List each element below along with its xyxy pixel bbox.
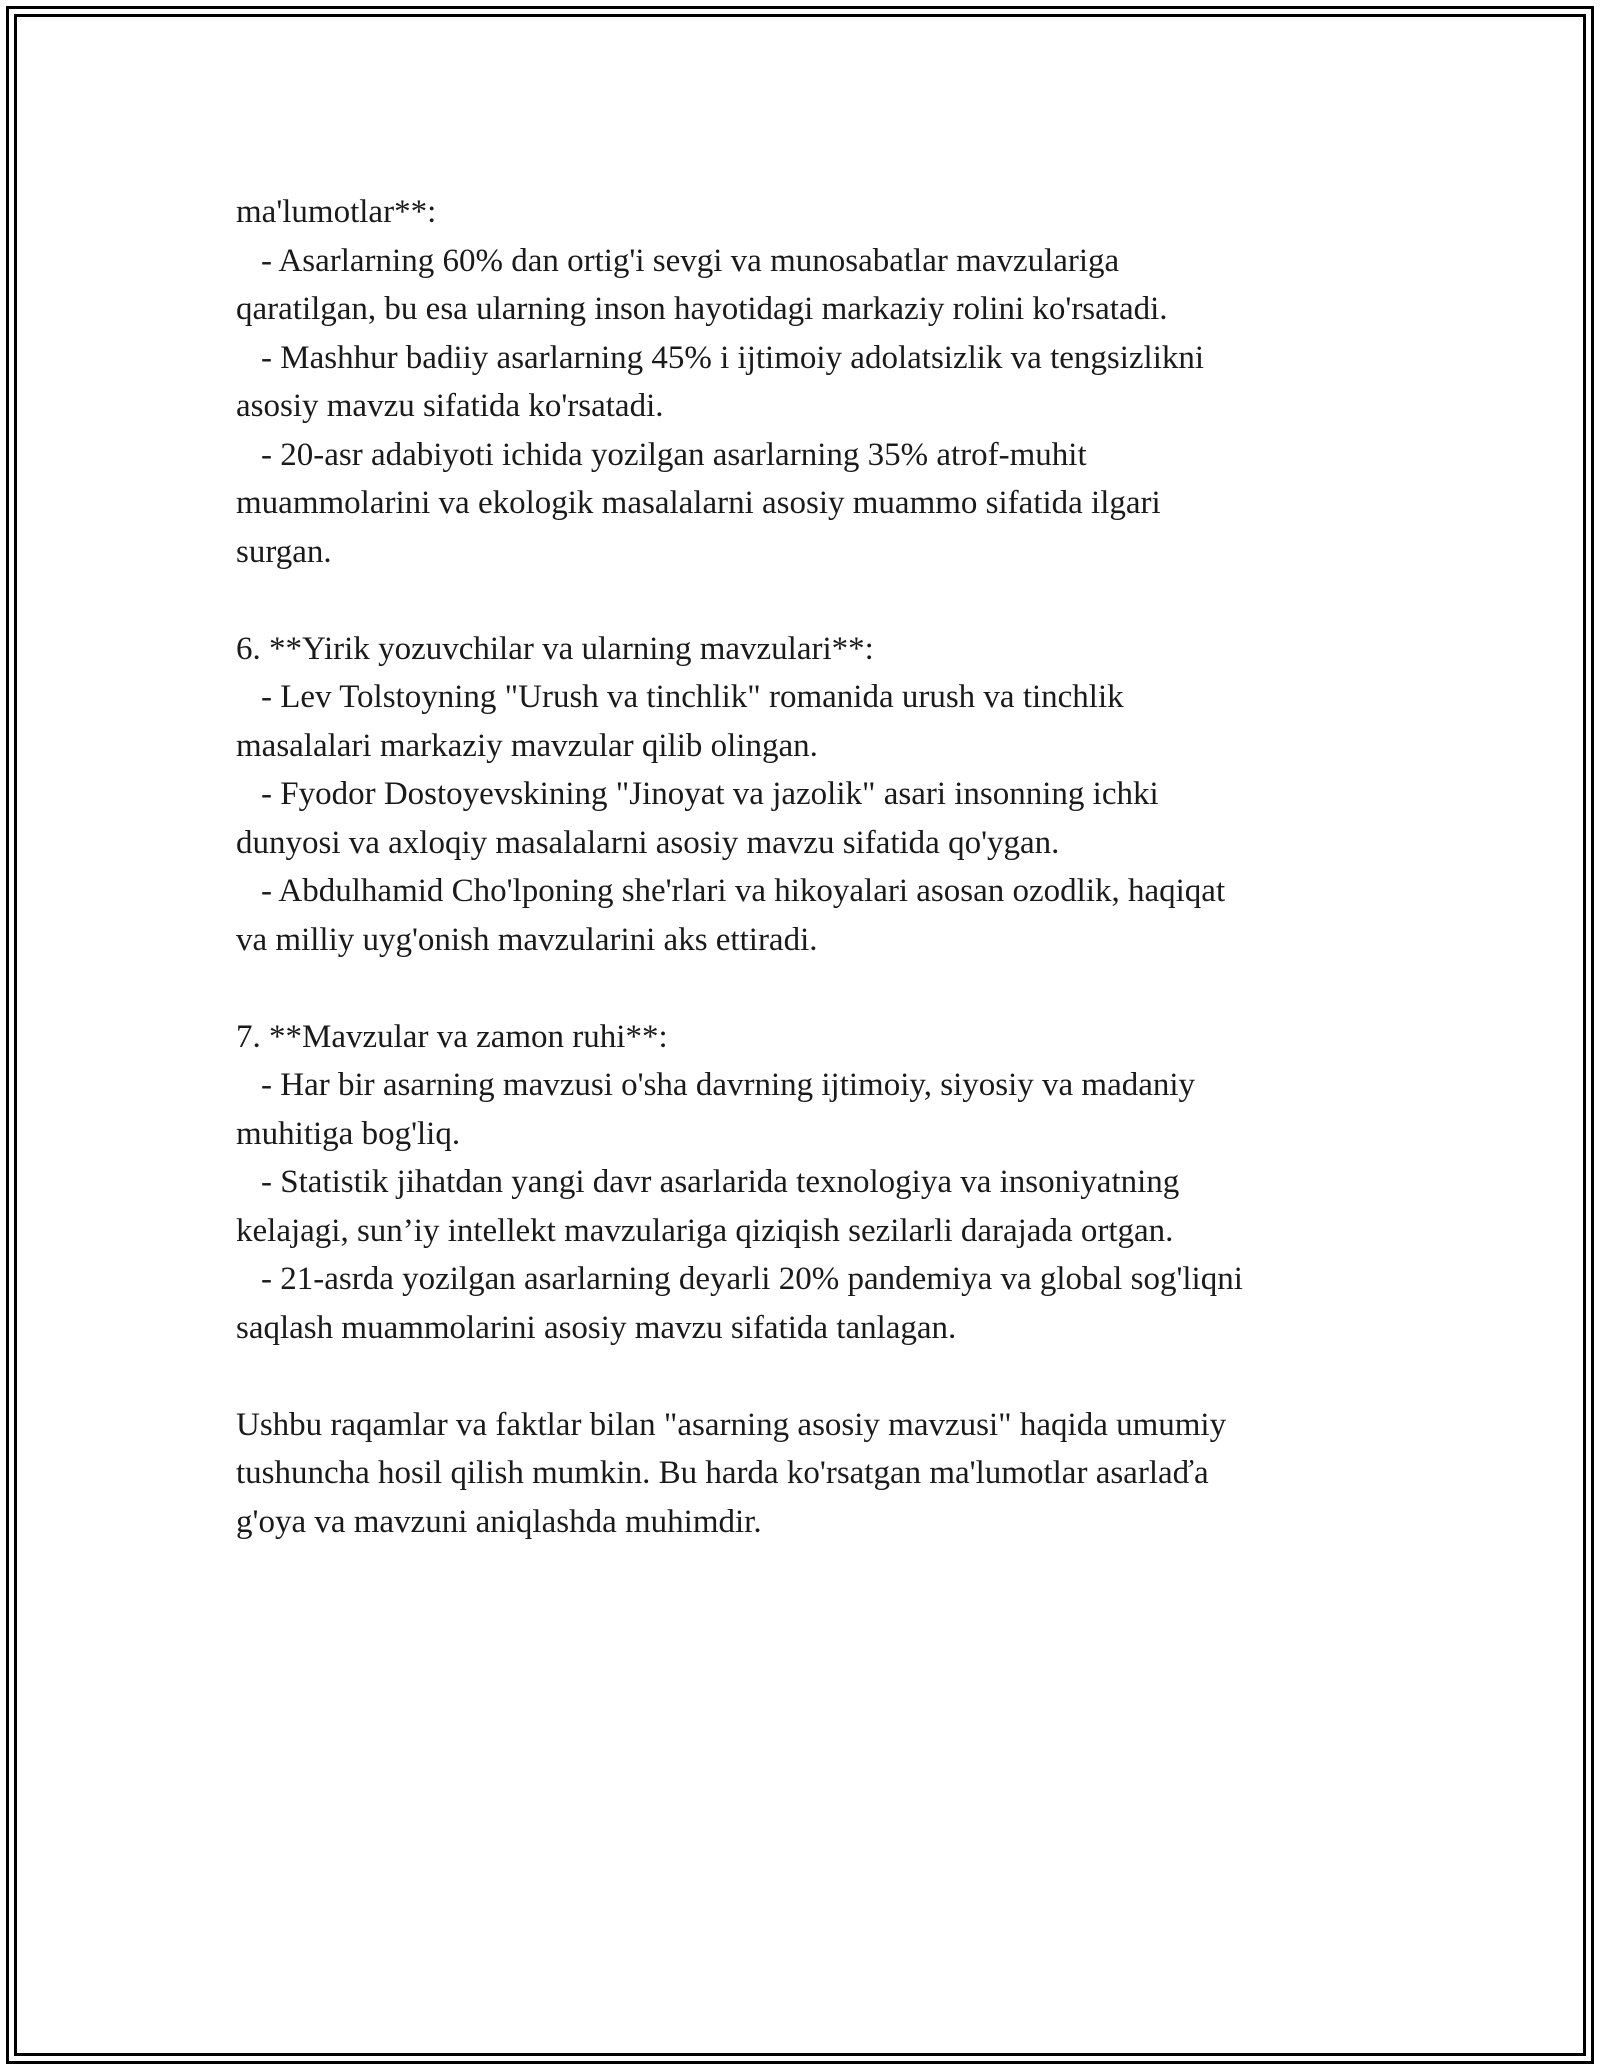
text-line: ma'lumotlar**:: [236, 194, 437, 230]
text-line: masalalari markaziy mavzular qilib olingan.: [236, 727, 818, 764]
text-line: kelajagi, sun’iy intellekt mavzulariga qiziqish sezilarli darajada ortgan.: [236, 1212, 1174, 1249]
text-line: g'oya va mavzuni aniqlashda muhimdir.: [236, 1503, 762, 1540]
section-heading: 6. **Yirik yozuvchilar va ularning mavzulari**:: [236, 630, 874, 667]
bullet-line: - Lev Tolstoyning "Urush va tinchlik" romanida urush va tinchlik: [261, 679, 1124, 715]
text-line: qaratilgan, bu esa ularning inson hayotidagi markaziy rolini ko'rsatadi.: [236, 291, 1168, 327]
text-line: tushuncha hosil qilish mumkin. Bu harda ko'rsatgan ma'lumotlar asarlaďa: [236, 1455, 1209, 1491]
text-line: dunyosi va axloqiy masalalarni asosiy mavzu sifatida qo'ygan.: [236, 824, 1060, 861]
paragraph-gap: [236, 1352, 1386, 1401]
bullet-line: - 21-asrda yozilgan asarlarning deyarli 20% pandemiya va global sog'liqni: [261, 1261, 1243, 1297]
bullet-line: - Abdulhamid Cho'lponing she'rlari va hikoyalari asosan ozodlik, haqiqat: [261, 873, 1226, 909]
bullet-line: - Asarlarning 60% dan ortig'i sevgi va munosabatlar mavzulariga: [261, 242, 1120, 279]
document-body: [236, 188, 1386, 1546]
section-statistics-continued: [236, 188, 1386, 576]
bullet-line: - Fyodor Dostoyevskining "Jinoyat va jazolik" asari insonning ichki: [261, 776, 1159, 812]
section-heading: 7. **Mavzular va zamon ruhi**:: [236, 1018, 668, 1055]
text-line: saqlash muammolarini asosiy mavzu sifatida tanlagan.: [236, 1309, 957, 1346]
paragraph-gap: [236, 576, 1386, 625]
paragraph-gap: [236, 964, 1386, 1013]
bullet-line: - Mashhur badiiy asarlarning 45% i ijtimoiy adolatsizlik va tengsizlikni: [261, 339, 1205, 376]
text-line: va milliy uyg'onish mavzularini aks ettiradi.: [236, 921, 818, 958]
section-themes-and-era: [236, 1013, 1386, 1353]
text-line: muammolarini va ekologik masalalarni asosiy muammo sifatida ilgari: [236, 485, 1161, 521]
text-line: Ushbu raqamlar va faktlar bilan "asarning asosiy mavzusi" haqida umumiy: [236, 1406, 1227, 1443]
bullet-line: - Statistik jihatdan yangi davr asarlarida texnologiya va insoniyatning: [261, 1164, 1180, 1200]
section-conclusion: [236, 1401, 1386, 1547]
text-line: muhitiga bog'liq.: [236, 1115, 461, 1152]
bullet-line: - 20-asr adabiyoti ichida yozilgan asarlarning 35% atrof-muhit: [261, 436, 1087, 473]
bullet-line: - Har bir asarning mavzusi o'sha davrning ijtimoiy, siyosiy va madaniy: [261, 1067, 1196, 1103]
section-major-writers: [236, 625, 1386, 965]
text-line: asosiy mavzu sifatida ko'rsatadi.: [236, 388, 664, 424]
text-line: surgan.: [236, 533, 332, 570]
